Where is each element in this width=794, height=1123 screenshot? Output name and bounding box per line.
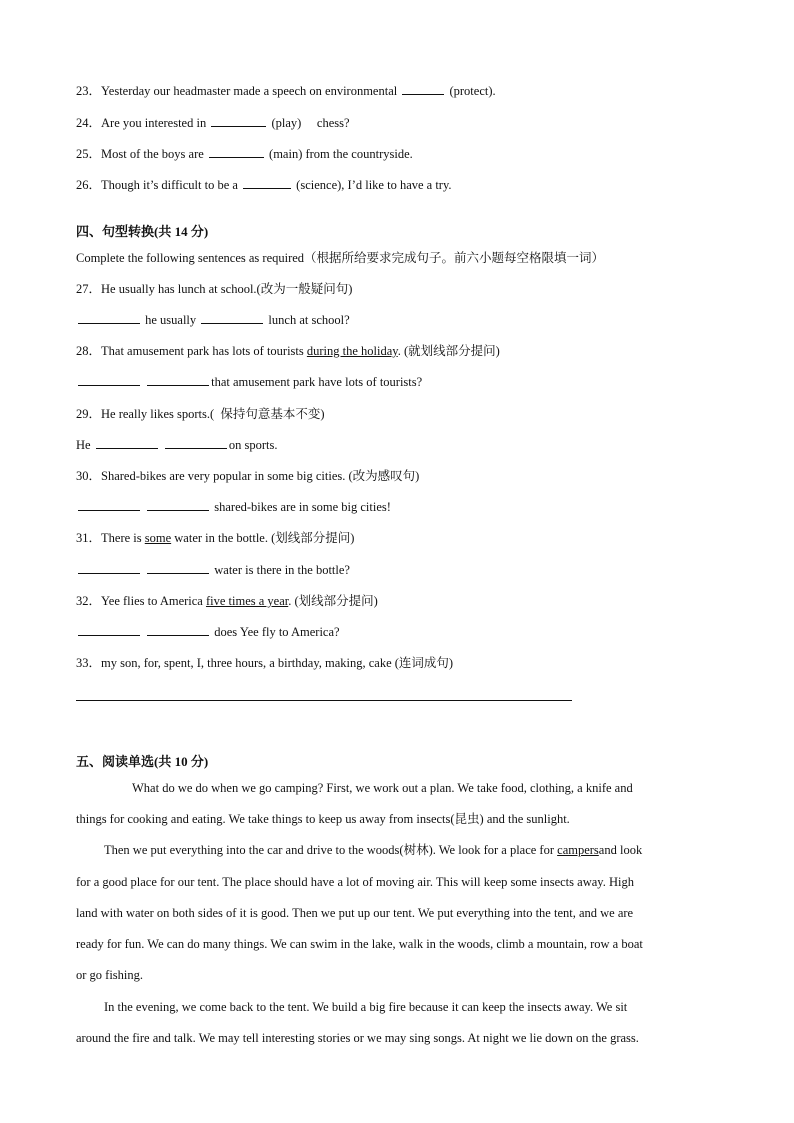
passage-p3-line1: In the evening, we come back to the tent. We build a big fire because it can keep the insects away. We sit — [104, 1000, 628, 1014]
question-28: 28．That amusement park has lots of tourists during the holiday. (就划线部分提问) — [76, 344, 500, 358]
answer-29: He on sports. — [76, 438, 278, 452]
question-text: Though it’s difficult to be a — [101, 178, 238, 192]
question-number: 26． — [76, 178, 102, 192]
answer-blank[interactable] — [147, 624, 209, 636]
answer-32: does Yee fly to America? — [76, 623, 718, 641]
question-text: Yesterday our headmaster made a speech on environmental — [101, 84, 398, 98]
question-25 — [76, 145, 718, 163]
passage-p1-line1: What do we do when we go camping? First, we work out a plan. We take food, clothing, a knife and — [132, 781, 633, 795]
question-24 — [76, 114, 718, 132]
question-hint: (protect). — [449, 84, 496, 98]
passage-p2-line1: Then we put everything into the car and drive to the woods(树林). We look for a place for campersand look — [104, 843, 643, 857]
answer-blank[interactable] — [78, 499, 140, 511]
answer-blank[interactable] — [78, 312, 140, 324]
question-27: 27．He usually has lunch at school.(改为一般疑问句) — [76, 282, 353, 296]
question-23 — [76, 82, 718, 100]
question-hint: (science), I’d like to have a try. — [296, 178, 452, 192]
question-33: 33．my son, for, spent, I, three hours, a birthday, making, cake (连词成句) — [76, 656, 454, 670]
answer-blank[interactable] — [211, 115, 266, 127]
answer-27: he usually lunch at school? — [76, 311, 718, 329]
question-30: 30．Shared-bikes are very popular in some big cities. (改为感叹句) — [76, 469, 420, 483]
question-text: Most of the boys are — [101, 147, 204, 161]
answer-30: shared-bikes are in some big cities! — [76, 498, 718, 516]
question-hint: (play) chess? — [271, 116, 350, 130]
section-heading-4: 四、句型转换(共 14 分) — [76, 224, 209, 239]
answer-blank[interactable] — [165, 437, 227, 449]
question-number: 25． — [76, 147, 102, 161]
answer-blank[interactable] — [209, 146, 264, 158]
answer-blank[interactable] — [147, 499, 209, 511]
answer-blank[interactable] — [201, 312, 263, 324]
question-29: 29．He really likes sports.( 保持句意基本不变) — [76, 407, 325, 421]
underlined-phrase: some — [144, 531, 172, 545]
passage-p2-line4: ready for fun. We can do many things. We can swim in the lake, walk in the woods, climb a mountain, row a boat — [76, 937, 643, 951]
passage-p2-line5: or go fishing. — [76, 968, 144, 982]
answer-blank[interactable] — [147, 562, 209, 574]
underlined-phrase: five times a year — [205, 594, 289, 608]
section-instruction: Complete the following sentences as required（根据所给要求完成句子。前六小题每空格限填一词） — [76, 251, 605, 265]
answer-31: water is there in the bottle? — [76, 561, 718, 579]
answer-blank[interactable] — [78, 374, 140, 386]
question-32: 32．Yee flies to America five times a year. (划线部分提问) — [76, 594, 378, 608]
passage-p2-line3: land with water on both sides of it is good. Then we put up our tent. We put everything into the tent, and we are — [76, 906, 634, 920]
answer-blank[interactable] — [243, 177, 291, 189]
answer-28: that amusement park have lots of tourists? — [76, 373, 718, 391]
question-text: Are you interested in — [101, 116, 207, 130]
question-31: 31．There is some water in the bottle. (划线部分提问) — [76, 531, 355, 545]
passage-p3-line2: around the fire and talk. We may tell interesting stories or we may sing songs. At night we lie down on the grass. — [76, 1031, 639, 1045]
answer-blank[interactable] — [147, 374, 209, 386]
answer-blank[interactable] — [78, 562, 140, 574]
question-number: 23． — [76, 84, 102, 98]
section-heading-5: 五、阅读单选(共 10 分) — [76, 754, 209, 769]
passage-p1-line2: things for cooking and eating. We take things to keep us away from insects(昆虫) and the sunlight. — [76, 812, 570, 826]
answer-blank[interactable] — [78, 624, 140, 636]
question-number: 24． — [76, 116, 102, 130]
question-26 — [76, 176, 718, 194]
underlined-phrase: during the holiday — [306, 344, 398, 358]
underlined-word: campers — [557, 843, 599, 857]
question-hint: (main) from the countryside. — [269, 147, 413, 161]
passage-p2-line2: for a good place for our tent. The place should have a lot of moving air. This will keep some insects away. High — [76, 875, 634, 889]
answer-line-33[interactable] — [76, 700, 572, 701]
answer-blank[interactable] — [402, 83, 444, 95]
answer-blank[interactable] — [96, 437, 158, 449]
